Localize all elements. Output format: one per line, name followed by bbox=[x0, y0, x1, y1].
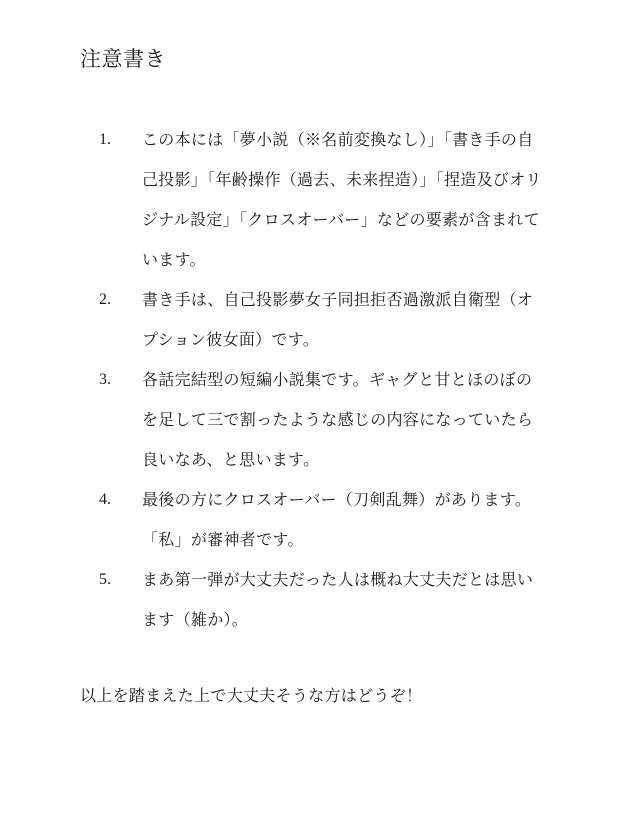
list-item-number: 3. bbox=[99, 371, 111, 388]
notice-list bbox=[0, 120, 622, 640]
list-item-text: 最後の方にクロスオーバー（刀剣乱舞）があります。「私」が審神者です。 bbox=[142, 490, 532, 549]
list-item bbox=[0, 360, 622, 480]
list-item-text: 書き手は、自己投影夢女子同担拒否過激派自衛型（オプション彼女面）です。 bbox=[142, 290, 534, 349]
list-item-number: 1. bbox=[99, 131, 111, 148]
list-item bbox=[0, 280, 622, 360]
list-item-number: 5. bbox=[99, 571, 111, 588]
list-item bbox=[0, 560, 622, 640]
list-item-number: 4. bbox=[99, 491, 111, 508]
list-item bbox=[0, 120, 622, 280]
list-item bbox=[0, 480, 622, 560]
list-item-text: 各話完結型の短編小説集です。ギャグと甘とほのぼのを足して三で割ったような感じの内容になっていたら良いなあ、と思います。 bbox=[142, 370, 534, 469]
list-item-number: 2. bbox=[99, 291, 111, 308]
page-title: 注意書き bbox=[80, 47, 166, 71]
list-item-text: まあ第一弾が大丈夫だった人は概ね大丈夫だとは思います（雑か）。 bbox=[142, 570, 534, 629]
closing-note: 以上を踏まえた上で大丈夫そうな方はどうぞ！ bbox=[80, 686, 423, 705]
list-item-text: この本には「夢小説（※名前変換なし）」「書き手の自己投影」「年齢操作（過去、未来捏造）」「捏造及びオリジナル設定」「クロスオーバー」などの要素が含まれています。 bbox=[142, 130, 542, 269]
